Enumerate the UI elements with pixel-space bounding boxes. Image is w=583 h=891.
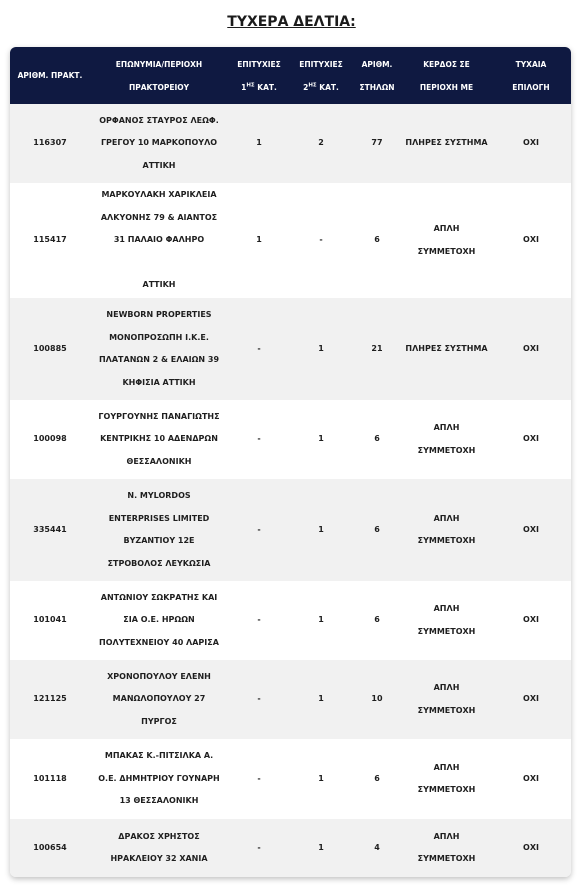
cell-agency-name: ΑΝΤΩΝΙΟΥ ΣΩΚΡΑΤΗΣ ΚΑΙ ΣΙΑ Ο.Ε. ΗΡΩΩΝ ΠΟΛΥΤΕΧΝΕΙΟΥ 40 ΛΑΡΙΣΑ xyxy=(99,592,219,647)
header-columns-count: ΑΡΙΘΜ. ΣΤΗΛΩΝ xyxy=(359,59,395,92)
cell-agency-name: ΜΠΑΚΑΣ Κ.-ΠΙΤΣΙΛΚΑ Α. Ο.Ε. ΔΗΜΗΤΡΙΟΥ ΓΟΥΝΑΡΗ 13 ΘΕΣΣΑΛΟΝΙΚΗ xyxy=(98,751,220,806)
lucky-tickets-table xyxy=(10,47,571,877)
cell-win-type: ΑΠΛΗ ΣΥΜΜΕΤΟΧΗ xyxy=(417,224,476,256)
header-first-category-wins-suffix: ΚΑΤ. xyxy=(254,82,277,92)
cell-win-type: ΑΠΛΗ ΣΥΜΜΕΤΟΧΗ xyxy=(417,762,476,794)
cell-first-category-wins: - xyxy=(257,434,261,444)
cell-random-pick: ΟΧΙ xyxy=(523,842,539,852)
header-first-category-wins xyxy=(228,47,290,104)
cell-agency-name: ΧΡΟΝΟΠΟΥΛΟΥ ΕΛΕΝΗ ΜΑΝΩΛΟΠΟΥΛΟΥ 27 ΠΥΡΓΟΣ xyxy=(107,671,211,726)
table-row xyxy=(10,581,571,660)
table-header-row xyxy=(10,47,571,104)
cell-agency-name: ΜΑΡΚΟΥΛΑΚΗ ΧΑΡΙΚΛΕΙΑ ΑΛΚΥΟΝΗΣ 79 & ΑΙΑΝΤΟΣ 31 ΠΑΛΑΙΟ ΦΑΛΗΡΟ ΑΤΤΙΚΗ xyxy=(100,190,218,290)
header-first-category-wins-top: ΕΠΙΤΥΧΙΕΣ xyxy=(237,59,281,69)
table-row xyxy=(10,183,571,298)
header-second-category-wins-suffix: ΚΑΤ. xyxy=(316,82,339,92)
cell-random-pick: ΟΧΙ xyxy=(523,773,539,783)
cell-second-category-wins: 1 xyxy=(318,434,324,444)
cell-first-category-wins: - xyxy=(257,694,261,704)
table-row xyxy=(10,819,571,877)
cell-columns-count: 21 xyxy=(371,343,383,353)
header-second-category-wins xyxy=(290,47,352,104)
table-row xyxy=(10,739,571,819)
cell-columns-count: 6 xyxy=(374,524,380,534)
cell-agency-number: 100654 xyxy=(33,842,67,852)
header-agency-name: ΕΠΩΝΥΜΙΑ/ΠΕΡΙΟΧΗ ΠΡΑΚΤΟΡΕΙΟΥ xyxy=(115,59,203,92)
cell-first-category-wins: - xyxy=(257,842,261,852)
header-win-type: ΚΕΡΔΟΣ ΣΕ ΠΕΡΙΟΧΗ ΜΕ xyxy=(419,59,474,92)
table-row xyxy=(10,660,571,739)
cell-columns-count: 4 xyxy=(374,842,380,852)
cell-first-category-wins: - xyxy=(257,524,261,534)
header-random-pick: ΤΥΧΑΙΑ ΕΠΙΛΟΓΗ xyxy=(512,59,550,92)
cell-first-category-wins: 1 xyxy=(256,235,262,245)
cell-second-category-wins: 1 xyxy=(318,615,324,625)
table-row xyxy=(10,400,571,479)
header-first-category-wins-num: 1 xyxy=(241,82,247,92)
cell-first-category-wins: - xyxy=(257,773,261,783)
cell-win-type: ΑΠΛΗ ΣΥΜΜΕΤΟΧΗ xyxy=(417,423,476,455)
lucky-tickets-table-container xyxy=(10,47,571,877)
cell-win-type: ΠΛΗΡΕΣ ΣΥΣΤΗΜΑ xyxy=(405,138,488,148)
cell-agency-name: NEWBORN PROPERTIES ΜΟΝΟΠΡΟΣΩΠΗ Ι.Κ.Ε. ΠΛΑΤΑΝΩΝ 2 & ΕΛΑΙΩΝ 39 ΚΗΦΙΣΙΑ ΑΤΤΙΚΗ xyxy=(98,310,220,387)
header-second-category-wins-num: 2 xyxy=(303,82,309,92)
cell-columns-count: 6 xyxy=(374,434,380,444)
cell-columns-count: 77 xyxy=(371,138,383,148)
cell-agency-number: 100885 xyxy=(33,343,67,353)
cell-columns-count: 6 xyxy=(374,773,380,783)
cell-win-type: ΠΛΗΡΕΣ ΣΥΣΤΗΜΑ xyxy=(405,343,488,353)
cell-second-category-wins: 1 xyxy=(318,343,324,353)
cell-agency-number: 101041 xyxy=(33,615,67,625)
cell-columns-count: 10 xyxy=(371,694,383,704)
cell-win-type: ΑΠΛΗ ΣΥΜΜΕΤΟΧΗ xyxy=(417,513,476,545)
cell-second-category-wins: - xyxy=(319,235,323,245)
cell-second-category-wins: 1 xyxy=(318,524,324,534)
cell-random-pick: ΟΧΙ xyxy=(523,694,539,704)
cell-random-pick: ΟΧΙ xyxy=(523,138,539,148)
cell-agency-number: 101118 xyxy=(33,773,67,783)
cell-second-category-wins: 1 xyxy=(318,773,324,783)
cell-first-category-wins: - xyxy=(257,343,261,353)
table-row xyxy=(10,298,571,400)
cell-second-category-wins: 1 xyxy=(318,694,324,704)
cell-random-pick: ΟΧΙ xyxy=(523,235,539,245)
cell-agency-number: 121125 xyxy=(33,694,67,704)
cell-agency-number: 115417 xyxy=(33,235,67,245)
cell-agency-name: N. MYLORDOS ENTERPRISES LIMITED ΒΥΖΑΝΤΙΟΥ 12Ε ΣΤΡΟΒΟΛΟΣ ΛΕΥΚΩΣΙΑ xyxy=(107,491,211,568)
cell-win-type: ΑΠΛΗ ΣΥΜΜΕΤΟΧΗ xyxy=(417,604,476,636)
cell-random-pick: ΟΧΙ xyxy=(523,615,539,625)
cell-agency-number: 116307 xyxy=(33,138,67,148)
cell-random-pick: ΟΧΙ xyxy=(523,524,539,534)
cell-agency-number: 335441 xyxy=(33,524,67,534)
header-second-category-wins-top: ΕΠΙΤΥΧΙΕΣ xyxy=(299,59,343,69)
cell-agency-name: ΔΡΑΚΟΣ ΧΡΗΣΤΟΣ ΗΡΑΚΛΕΙΟΥ 32 ΧΑΝΙΑ xyxy=(110,831,208,863)
cell-columns-count: 6 xyxy=(374,235,380,245)
table-row xyxy=(10,104,571,183)
cell-first-category-wins: - xyxy=(257,615,261,625)
cell-columns-count: 6 xyxy=(374,615,380,625)
cell-first-category-wins: 1 xyxy=(256,138,262,148)
cell-agency-name: ΟΡΦΑΝΟΣ ΣΤΑΥΡΟΣ ΛΕΩΦ. ΓΡΕΓΟΥ 10 ΜΑΡΚΟΠΟΥΛΟ ΑΤΤΙΚΗ xyxy=(99,115,219,170)
cell-random-pick: ΟΧΙ xyxy=(523,434,539,444)
page-title: ΤΥΧΕΡΑ ΔΕΛΤΙΑ: xyxy=(227,14,356,30)
cell-win-type: ΑΠΛΗ ΣΥΜΜΕΤΟΧΗ xyxy=(417,831,476,863)
table-row xyxy=(10,479,571,581)
cell-agency-name: ΓΟΥΡΓΟΥΝΗΣ ΠΑΝΑΓΙΩΤΗΣ ΚΕΝΤΡΙΚΗΣ 10 ΑΔΕΝΔΡΩΝ ΘΕΣΣΑΛΟΝΙΚΗ xyxy=(98,411,220,466)
cell-agency-number: 100098 xyxy=(33,434,67,444)
header-first-category-wins-sup: ΗΣ xyxy=(246,82,255,88)
header-agency-number: ΑΡΙΘΜ. ΠΡΑΚΤ. xyxy=(17,71,83,80)
header-second-category-wins-sup: ΗΣ xyxy=(308,82,317,88)
cell-second-category-wins: 1 xyxy=(318,842,324,852)
cell-second-category-wins: 2 xyxy=(318,138,324,148)
cell-random-pick: ΟΧΙ xyxy=(523,343,539,353)
cell-win-type: ΑΠΛΗ ΣΥΜΜΕΤΟΧΗ xyxy=(417,683,476,715)
